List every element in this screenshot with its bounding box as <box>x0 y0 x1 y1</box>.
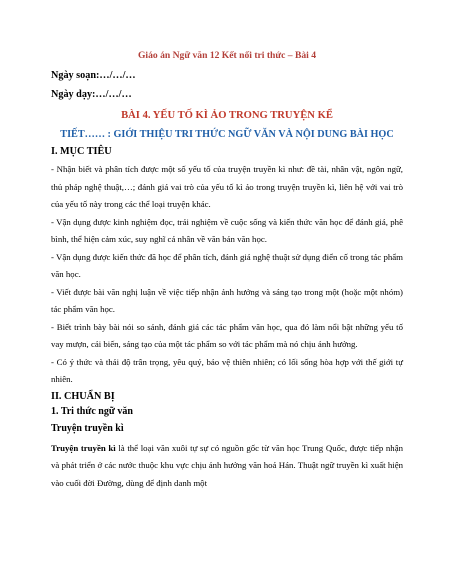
document-header-title: Giáo án Ngữ văn 12 Kết nối tri thức – Bài 4 <box>137 50 317 61</box>
genre-definition-paragraph <box>51 440 403 493</box>
subsection-knowledge-heading: 1. Tri thức ngữ văn <box>51 405 133 417</box>
document-body <box>51 50 403 492</box>
teaching-date: Ngày dạy:…/…/… <box>51 89 132 100</box>
lesson-subtitle: TIẾT…… : GIỚI THIỆU TRI THỨC NGỮ VĂN VÀ NỘI DUNG BÀI HỌC <box>60 129 394 140</box>
objective-item: - Vận dụng được kiến thức đã học để phân tích, đánh giá nghệ thuật sử dụng điển cố trong tác phẩm văn học. <box>51 251 403 279</box>
objective-item: - Nhận biết và phân tích được một số yếu tố của truyện truyền kì như: đề tài, nhân vật, ngôn ngữ, thủ pháp nghệ thuật,…; đánh giá vai trò của yếu tố kì ảo trong truyện truyền kì, liên hệ với vai trò của yếu tố này trong các thể loại truyện khác. <box>51 164 403 209</box>
lesson-title: BÀI 4. YẾU TỐ KÌ ẢO TRONG TRUYỆN KỂ <box>121 110 333 121</box>
preparation-date: Ngày soạn:…/…/… <box>51 70 136 81</box>
objective-item: - Có ý thức và thái độ trân trọng, yêu quý, bảo vệ thiên nhiên; có lối sống hòa hợp với thế giới tự nhiên. <box>51 356 403 384</box>
subsection-genre-heading: Truyện truyền kì <box>51 422 124 434</box>
objective-item: - Viết được bài văn nghị luận về việc tiếp nhận ảnh hưởng và sáng tạo trong một (hoặc một nhóm) tác phẩm văn học. <box>51 286 403 314</box>
definition-text: là thể loại văn xuôi tự sự có nguồn gốc từ văn học Trung Quốc, được tiếp nhận và phát triển ở các nước thuộc khu vực chịu ảnh hưởng văn hoá Hán. Thuật ngữ truyền kì xuất hiện vào cuối đời Đường, dùng để định danh một <box>51 442 403 488</box>
section-objectives-heading: I. MỤC TIÊU <box>51 146 112 157</box>
objective-item: - Biết trình bày bài nói so sánh, đánh giá các tác phẩm văn học, qua đó làm nổi bật những yếu tố vay mượn, cải biến, sáng tạo của một tác phẩm so với tác phẩm mà nó chịu ảnh hưởng. <box>51 321 403 349</box>
objective-item: - Vận dụng được kinh nghiệm đọc, trải nghiệm về cuộc sống và kiến thức văn học để đánh giá, phê bình, thể hiện cảm xúc, suy nghĩ cá nhân về văn bản văn học. <box>51 216 403 244</box>
definition-term: Truyện truyền kì <box>51 442 116 453</box>
section-preparation-heading: II. CHUẨN BỊ <box>51 390 115 402</box>
